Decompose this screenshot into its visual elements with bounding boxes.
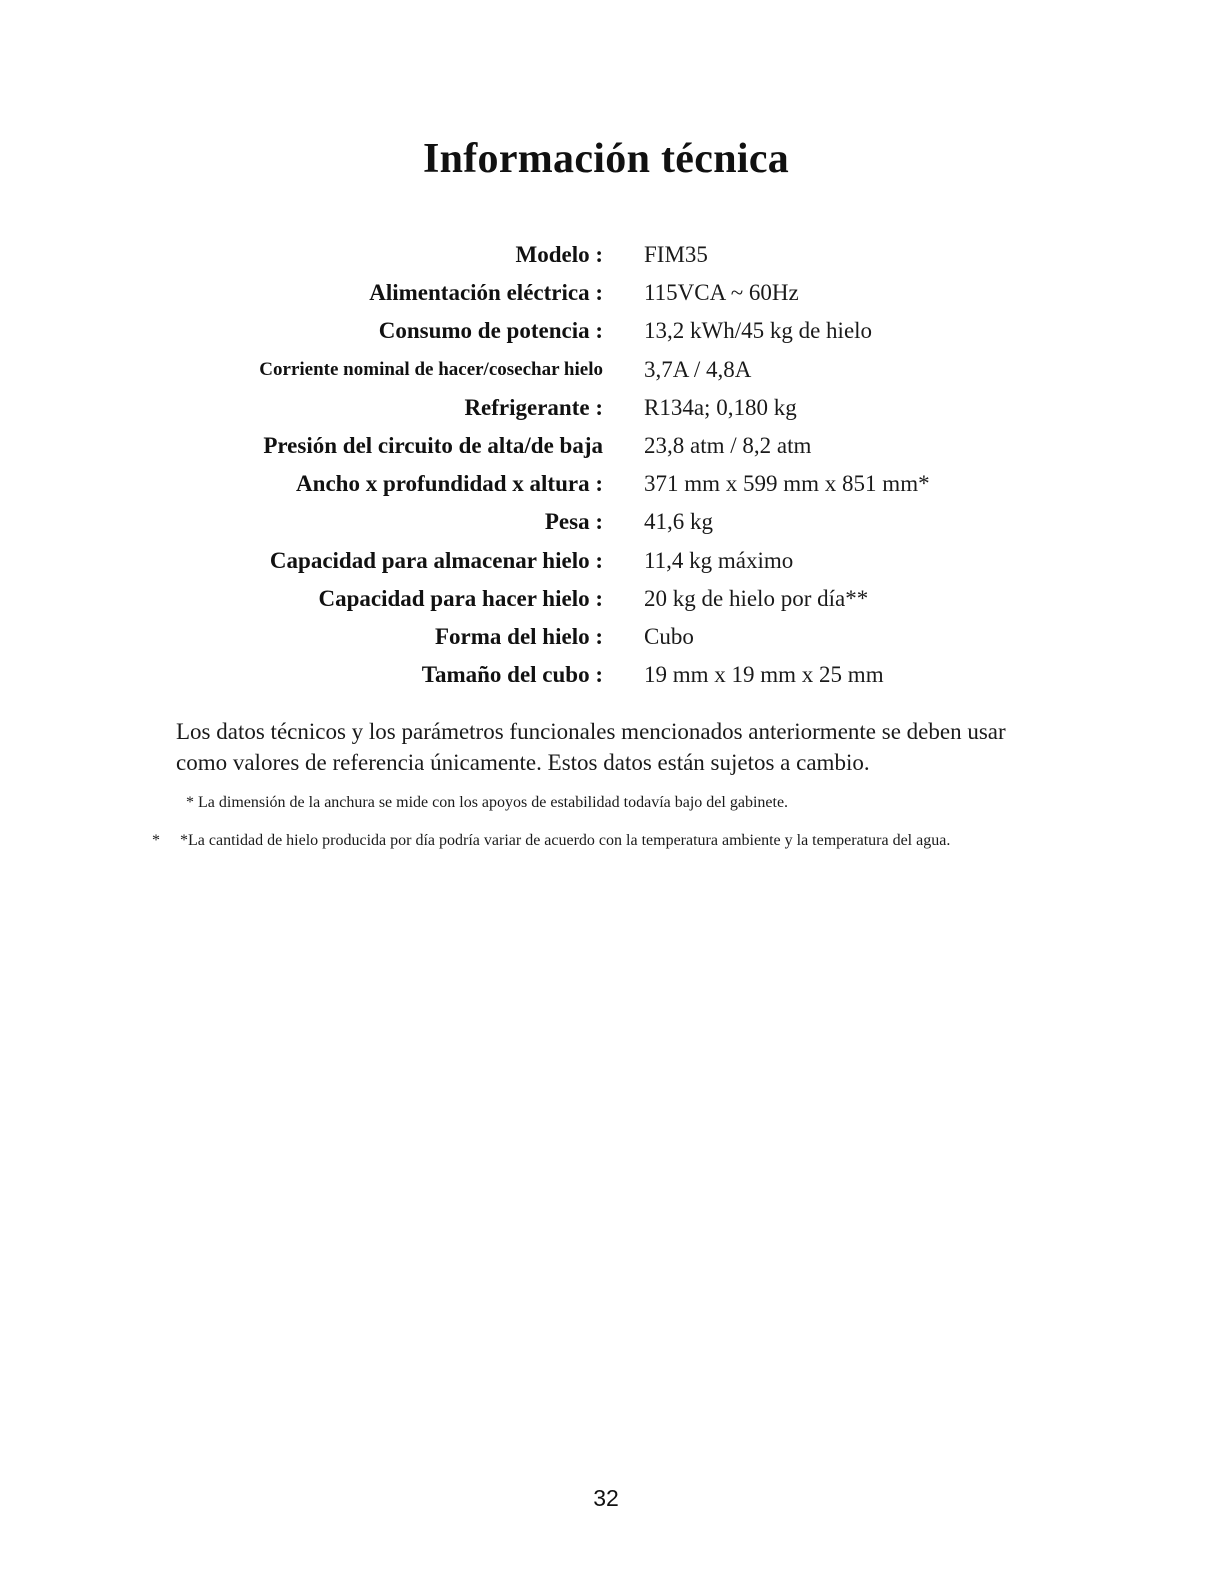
footnote-marker: * xyxy=(186,794,194,811)
spec-label: Corriente nominal de hacer/cosechar hielo xyxy=(259,358,603,380)
disclaimer-paragraph: Los datos técnicos y los parámetros funcionales mencionados anteriormente se deben usar como valores de referencia únicamente. Estos datos están sujetos a cambio. xyxy=(176,719,1006,775)
spec-row-storage-capacity xyxy=(0,542,1212,580)
spec-value: 19 mm x 19 mm x 25 mm xyxy=(644,662,884,688)
spec-row-model xyxy=(0,236,1212,274)
spec-value: 20 kg de hielo por día** xyxy=(644,585,869,611)
spec-value: R134a; 0,180 kg xyxy=(644,394,797,420)
spec-label: Alimentación eléctrica : xyxy=(369,280,603,306)
spec-row-circuit-pressure xyxy=(0,427,1212,465)
spec-label: Tamaño del cubo : xyxy=(421,662,603,688)
spec-row-weight xyxy=(0,503,1212,541)
spec-row-production-capacity xyxy=(0,580,1212,618)
spec-value: FIM35 xyxy=(644,242,708,267)
spec-value: 13,2 kWh/45 kg de hielo xyxy=(644,318,873,344)
footnote-width xyxy=(176,793,1006,813)
footnote-text: La dimensión de la anchura se mide con los apoyos de estabilidad todavía bajo del gabinete. xyxy=(198,794,789,811)
spec-value: 41,6 kg xyxy=(644,509,713,535)
spec-value: Cubo xyxy=(644,623,694,649)
footnote-text: *La cantidad de hielo producida por día podría variar de acuerdo con la temperatura ambiente y la temperatura del agua. xyxy=(180,832,951,849)
spec-value: 23,8 atm / 8,2 atm xyxy=(644,432,812,458)
spec-row-refrigerant xyxy=(0,389,1212,427)
spec-value: 11,4 kg máximo xyxy=(644,547,794,573)
spec-label: Refrigerante : xyxy=(464,394,603,420)
spec-row-power-consumption xyxy=(0,312,1212,350)
spec-value: 115VCA ~ 60Hz xyxy=(644,280,799,306)
spec-row-ice-shape xyxy=(0,618,1212,656)
spec-label: Ancho x profundidad x altura : xyxy=(296,471,603,497)
spec-label: Capacidad para almacenar hielo : xyxy=(269,547,603,573)
spec-table xyxy=(0,236,1212,694)
spec-row-power-supply xyxy=(0,274,1212,312)
spec-row-rated-current xyxy=(0,351,1212,389)
page-title: Información técnica xyxy=(422,136,790,182)
footnote-ice-production: * *La cantidad de hielo producida por día podría variar de acuerdo con la temperatura ambiente y la temperatura del agua. xyxy=(152,832,951,849)
spec-label: Pesa : xyxy=(544,509,603,535)
spec-row-cube-size xyxy=(0,656,1212,694)
spec-row-dimensions xyxy=(0,465,1212,503)
page-number: 32 xyxy=(593,1485,619,1511)
spec-label: Modelo : xyxy=(515,242,603,267)
spec-value: 3,7A / 4,8A xyxy=(644,356,752,382)
spec-label: Capacidad para hacer hielo : xyxy=(318,585,603,611)
spec-label: Consumo de potencia : xyxy=(378,318,603,344)
spec-value: 371 mm x 599 mm x 851 mm* xyxy=(644,471,930,497)
spec-label: Presión del circuito de alta/de baja xyxy=(263,432,603,458)
spec-label: Forma del hielo : xyxy=(435,623,603,649)
